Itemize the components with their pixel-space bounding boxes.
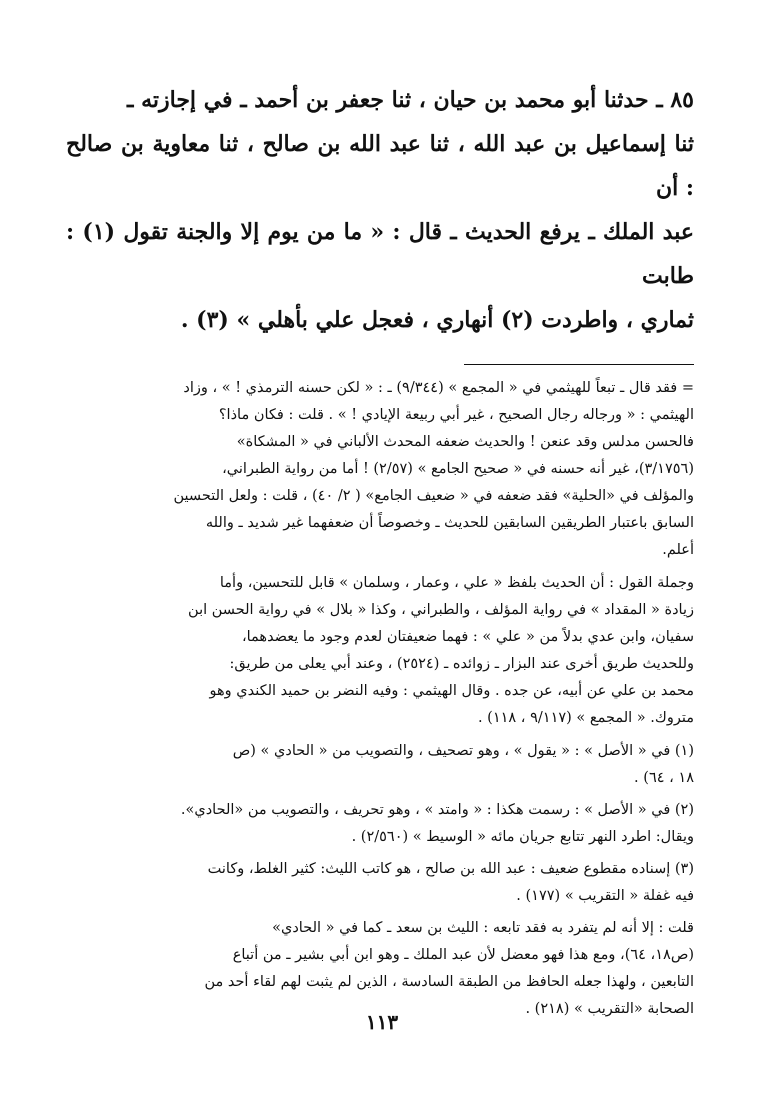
footnote-line: فيه غفلة « التقريب » (١٧٧) . [516, 888, 694, 904]
footnote-line: (ص١٨، ٦٤)، ومع هذا فهو معضل لأن عبد الملك ـ وهو ابن أبي بشير ـ من أتباع [232, 947, 694, 963]
footnote-line: (٣) إسناده مقطوع ضعيف : عبد الله بن صالح ، هو كاتب الليث: كثير الغلط، وكانت [207, 861, 694, 877]
footnote-line: ويقال: اطرد النهر تتابع جريان مائه « الوسيط » (٢/٥٦٠) . [351, 829, 694, 845]
hadith-number: ٨٥ ـ [656, 87, 694, 113]
footnote-line: أعلم. [662, 542, 694, 558]
footnote-line: الهيثمي : « ورجاله رجال الصحيح ، غير أبي ربيعة الإيادي ! » . قلت : فكان ماذا؟ [218, 407, 694, 423]
hadith-text [66, 78, 694, 342]
footnote-line: وجملة القول : أن الحديث بلفظ « علي ، وعمار ، وسلمان » قابل للتحسين، وأما [219, 575, 694, 591]
hadith-line-1: ٨٥ ـ حدثنا أبو محمد بن حيان ، ثنا جعفر بن أحمد ـ في إجازته ـ [126, 87, 694, 113]
footnote-line: زيادة « المقداد » في رواية المؤلف ، والطبراني ، وكذا « بلال » في رواية الحسن ابن [188, 602, 694, 618]
footnote-line: التابعين ، ولهذا جعله الحافظ من الطبقة السادسة ، الذين لم يثبت لهم لقاء أحد من [204, 974, 694, 990]
footnote-3 [66, 856, 694, 910]
footnote-line: سفيان، وابن عدي بدلاً من « علي » : فهما ضعيفتان لعدم وجود ما يعضدهما، [241, 629, 694, 645]
footnote-line: = فقد قال ـ تبعاً للهيثمي في « المجمع » (٩/٣٤٤) ـ : « لكن حسنه الترمذي ! » ، وزاد [183, 380, 694, 396]
footnote-closing [66, 915, 694, 1023]
footnote-line: السابق باعتبار الطريقين السابقين للحديث ـ وخصوصاً أن ضعفهما غير شديد ـ والله [205, 515, 694, 531]
footnote-1 [66, 738, 694, 792]
footnote-separator [464, 364, 694, 365]
footnote-line: (٣/١٧٥٦)، غير أنه حسنه في « صحيح الجامع » (٢/٥٧) ! أما من رواية الطبراني، [222, 461, 694, 477]
footnote-line: وللحديث طريق أخرى عند البزار ـ زوائده ـ (٢٥٢٤) ، وعند أبي يعلى من طريق: [229, 656, 694, 672]
footnote-2 [66, 797, 694, 851]
footnote-line: الصحابة «التقريب » (٢١٨) . [525, 1001, 694, 1017]
footnote-line: متروك. « المجمع » (٩/١١٧ ، ١١٨) . [477, 710, 694, 726]
page-number: ١١٣ [365, 1010, 399, 1034]
footnote-summary [66, 570, 694, 732]
footnote-line: (٢) في « الأصل » : رسمت هكذا : « وامتد » ، وهو تحريف ، والتصويب من «الحادي». [180, 802, 694, 818]
footnote-line: قلت : إلا أنه لم يتفرد به فقد تابعه : الليث بن سعد ـ كما في « الحادي» [272, 920, 694, 936]
footnote-line: (١) في « الأصل » : « يقول » ، وهو تصحيف ، والتصويب من « الحادي » (ص [232, 743, 694, 759]
footnote-line: محمد بن علي عن أبيه، عن جده . وقال الهيثمي : وفيه النضر بن حميد الكندي وهو [209, 683, 694, 699]
hadith-line-2: ثنا إسماعيل بن عبد الله ، ثنا عبد الله بن صالح ، ثنا معاوية بن صالح : أن [66, 131, 694, 201]
footnote-line: والمؤلف في «الحلية» فقد ضعفه في « ضعيف الجامع» ( ٢/ ٤٠) ، قلت : ولعل التحسين [173, 488, 694, 504]
footnotes-section [66, 375, 694, 1023]
footnote-line: فالحسن مدلس وقد عنعن ! والحديث ضعفه المحدث الألباني في « المشكاة» [236, 434, 694, 450]
footnote-line: ١٨ ، ٦٤) . [634, 770, 694, 786]
hadith-line-3: عبد الملك ـ يرفع الحديث ـ قال : « ما من يوم إلا والجنة تقول (١) : طابت [66, 219, 694, 289]
hadith-line-4: ثماري ، واطردت (٢) أنهاري ، فعجل علي بأهلي » (٣) . [180, 307, 694, 333]
footnote-continuation [66, 375, 694, 564]
